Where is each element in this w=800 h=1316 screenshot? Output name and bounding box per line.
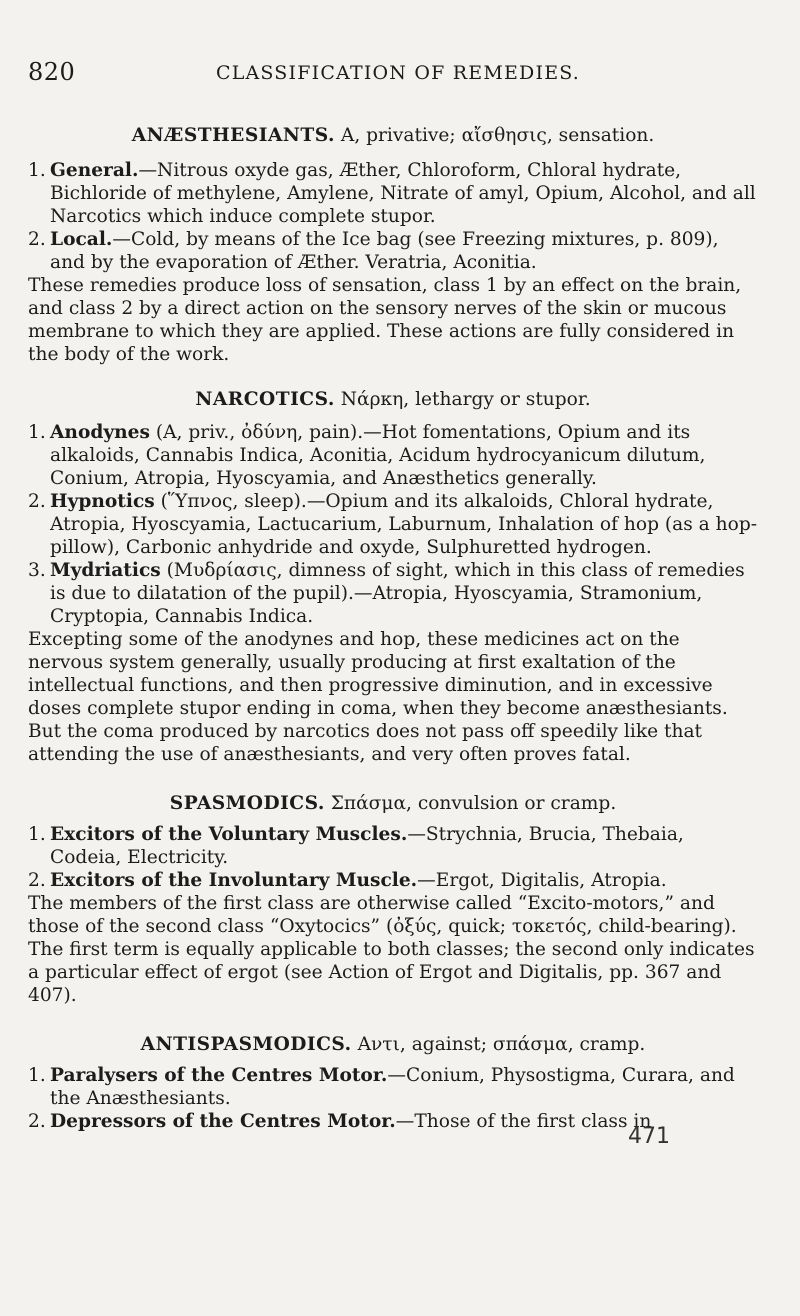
item-lead: Mydriatics bbox=[50, 560, 161, 581]
item-text: —Those of the first class in bbox=[395, 1111, 652, 1132]
list-item bbox=[28, 228, 758, 274]
section-title: NARCOTICS. bbox=[195, 389, 335, 410]
item-text: —Nitrous oxyde gas, Æther, Chloroform, Chloral hydrate, Bichloride of methylene, Amylene, Nitrate of amyl, Opium, Alcohol, and all Narcotics which induce complete stupor. bbox=[50, 160, 756, 227]
section-paragraph: Excepting some of the anodynes and hop, these medicines act on the nervous system generally, usually producing at first exaltation of the intellectual functions, and then progressive diminution, and in excessive doses complete stupor ending in coma, when they become anæsthesiants. But the coma produced by narcotics does not pass off speedily like that attending the use of anæsthesiants, and very often proves fatal. bbox=[28, 629, 728, 765]
item-lead: Hypnotics bbox=[50, 491, 155, 512]
item-text: (A, priv., ὀδύνη, pain).—Hot fomentations, Opium and its alkaloids, Cannabis Indica, Aconitia, Acidum hydrocyanicum dilutum, Conium, Atropia, Hyoscyamia, and Anæsthetics generally. bbox=[50, 422, 706, 489]
section-title: ANTISPASMODICS. bbox=[140, 1034, 352, 1055]
section-etymology: Νάρκη, lethargy or stupor. bbox=[340, 389, 591, 410]
section-etymology: Σπάσμα, convulsion or cramp. bbox=[330, 793, 617, 814]
item-number: 1. bbox=[28, 160, 46, 181]
page-body bbox=[28, 124, 758, 1133]
list-item bbox=[28, 490, 758, 559]
item-number: 2. bbox=[28, 1111, 46, 1132]
section-heading-spasmodics bbox=[28, 792, 758, 815]
page-number: 820 bbox=[28, 58, 76, 86]
item-lead: Excitors of the Involuntary Muscle. bbox=[50, 870, 418, 891]
handwritten-margin-note: 471 bbox=[628, 1124, 670, 1149]
item-text: —Cold, by means of the Ice bag (see Freezing mixtures, p. 809), and by the evaporation of Æther. Veratria, Aconitia. bbox=[50, 229, 719, 273]
section-title: SPASMODICS. bbox=[169, 793, 325, 814]
list-item bbox=[28, 559, 758, 628]
section-title: ANÆSTHESIANTS. bbox=[131, 125, 335, 146]
item-number: 3. bbox=[28, 560, 46, 581]
item-text: —Strychnia, Brucia, Thebaia, Codeia, Electricity. bbox=[50, 824, 684, 868]
list-item bbox=[28, 421, 758, 490]
running-head: CLASSIFICATION OF REMEDIES. bbox=[215, 62, 581, 84]
list-item bbox=[28, 1064, 758, 1110]
list-item bbox=[28, 869, 758, 892]
item-lead: Local. bbox=[50, 229, 113, 250]
section-paragraph: These remedies produce loss of sensation, class 1 by an effect on the brain, and class 2 by a direct action on the sensory nerves of the skin or mucous membrane to which they are applied. These actions are fully considered in the body of the work. bbox=[28, 275, 742, 365]
item-text: (Ὕπνος, sleep).—Opium and its alkaloids, Chloral hydrate, Atropia, Hyoscyamia, Lactucarium, Laburnum, Inhalation of hop (as a hop-pillow), Carbonic anhydride and oxyde, Sulphuretted hydrogen. bbox=[50, 491, 758, 558]
list-item bbox=[28, 823, 758, 869]
section-paragraph: The members of the first class are otherwise called “Excito-motors,” and those of the second class “Oxytocics” (ὀξύς, quick; τοκετός, child-bearing). The first term is equally applicable to both classes; the second only indicates a particular effect of ergot (see Action of Ergot and Digitalis, pp. 367 and 407). bbox=[28, 893, 755, 1006]
section-etymology: Αντι, against; σπάσμα, cramp. bbox=[357, 1034, 646, 1055]
item-lead: Paralysers of the Centres Motor. bbox=[50, 1065, 388, 1086]
section-heading-antispasmodics bbox=[28, 1033, 758, 1056]
item-number: 1. bbox=[28, 1065, 46, 1086]
item-lead: Depressors of the Centres Motor. bbox=[50, 1111, 396, 1132]
section-heading-narcotics bbox=[28, 388, 758, 411]
item-number: 2. bbox=[28, 870, 46, 891]
item-text: —Conium, Physostigma, Curara, and the Anæsthesiants. bbox=[50, 1065, 735, 1109]
item-number: 2. bbox=[28, 229, 46, 250]
item-number: 1. bbox=[28, 422, 46, 443]
section-heading-anaesthesiants bbox=[28, 124, 758, 147]
item-number: 2. bbox=[28, 491, 46, 512]
item-text: (Μυδρίασις, dimness of sight, which in this class of remedies is due to dilatation of the pupil).—Atropia, Hyoscyamia, Stramonium, Cryptopia, Cannabis Indica. bbox=[50, 560, 745, 627]
list-item bbox=[28, 159, 758, 228]
item-lead: Excitors of the Voluntary Muscles. bbox=[50, 824, 408, 845]
item-text: —Ergot, Digitalis, Atropia. bbox=[417, 870, 667, 891]
item-lead: Anodynes bbox=[50, 422, 150, 443]
section-etymology: A, privative; αἴσθησις, sensation. bbox=[340, 125, 655, 146]
item-lead: General. bbox=[50, 160, 139, 181]
item-number: 1. bbox=[28, 824, 46, 845]
page-header bbox=[28, 58, 768, 98]
